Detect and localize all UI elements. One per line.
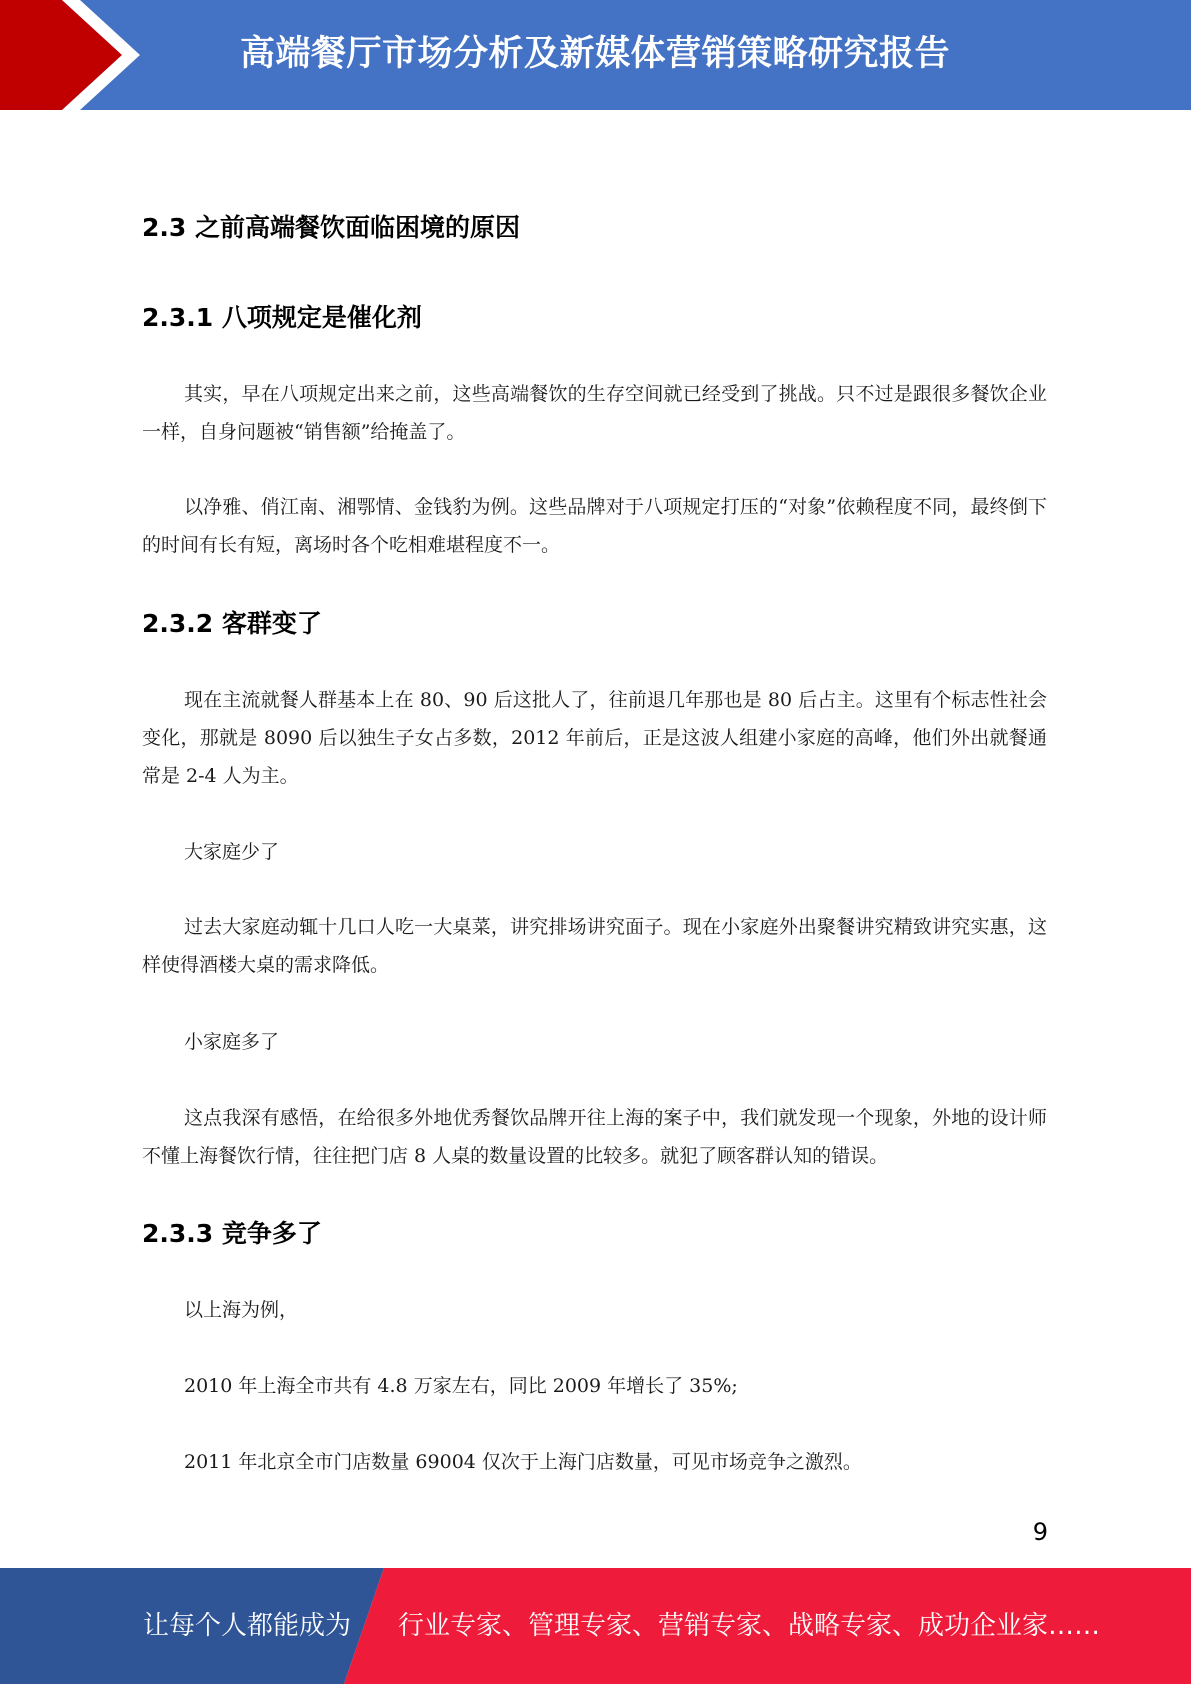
page-number: 9 [1032,1518,1048,1546]
section-heading-2-3-2: 2.3.2 客群变了 [142,609,322,638]
paragraph: 小家庭多了 [184,1031,280,1053]
paragraph: 以上海为例， [184,1299,299,1321]
footer-slogan-right: 行业专家、管理专家、营销专家、战略专家、成功企业家…… [398,1611,1101,1641]
paragraph: 过去大家庭动辄十几口人吃一大桌菜，讲究排场讲究面子。现在小家庭外出聚餐讲究精致讲究实惠，这样使得酒楼大桌的需求降低。 [142,916,1047,976]
paragraph: 其实，早在八项规定出来之前，这些高端餐饮的生存空间就已经受到了挑战。只不过是跟很多餐饮企业一样，自身问题被“销售额”给掩盖了。 [142,383,1047,443]
paragraph: 以净雅、俏江南、湘鄂情、金钱豹为例。这些品牌对于八项规定打压的“对象”依赖程度不同，最终倒下的时间有长有短，离场时各个吃相难堪程度不一。 [142,496,1047,556]
report-footer [0,1568,1191,1684]
section-heading-2-3: 2.3 之前高端餐饮面临困境的原因 [142,213,520,242]
paragraph: 2011 年北京全市门店数量 69004 仅次于上海门店数量，可见市场竞争之激烈。 [184,1451,862,1473]
paragraph: 大家庭少了 [184,841,280,863]
section-heading-2-3-3: 2.3.3 竞争多了 [142,1219,322,1248]
footer-slogan-left: 让每个人都能成为 [143,1611,352,1641]
paragraph: 这点我深有感悟，在给很多外地优秀餐饮品牌开往上海的案子中，我们就发现一个现象，外地的设计师不懂上海餐饮行情，往往把门店 8 人桌的数量设置的比较多。就犯了顾客群认知的错误。 [142,1107,1047,1167]
paragraph: 2010 年上海全市共有 4.8 万家左右，同比 2009 年增长了 35%; [184,1375,738,1397]
report-title: 高端餐厅市场分析及新媒体营销策略研究报告 [240,34,951,74]
paragraph: 现在主流就餐人群基本上在 80、90 后这批人了，往前退几年那也是 80 后占主。这里有个标志性社会变化，那就是 8090 后以独生子女占多数，2012 年前后，正是这波人组建小家庭的高峰，他们外出就餐通常是 2-4 人为主。 [142,689,1047,787]
report-header [0,0,1191,110]
section-heading-2-3-1: 2.3.1 八项规定是催化剂 [142,303,422,332]
